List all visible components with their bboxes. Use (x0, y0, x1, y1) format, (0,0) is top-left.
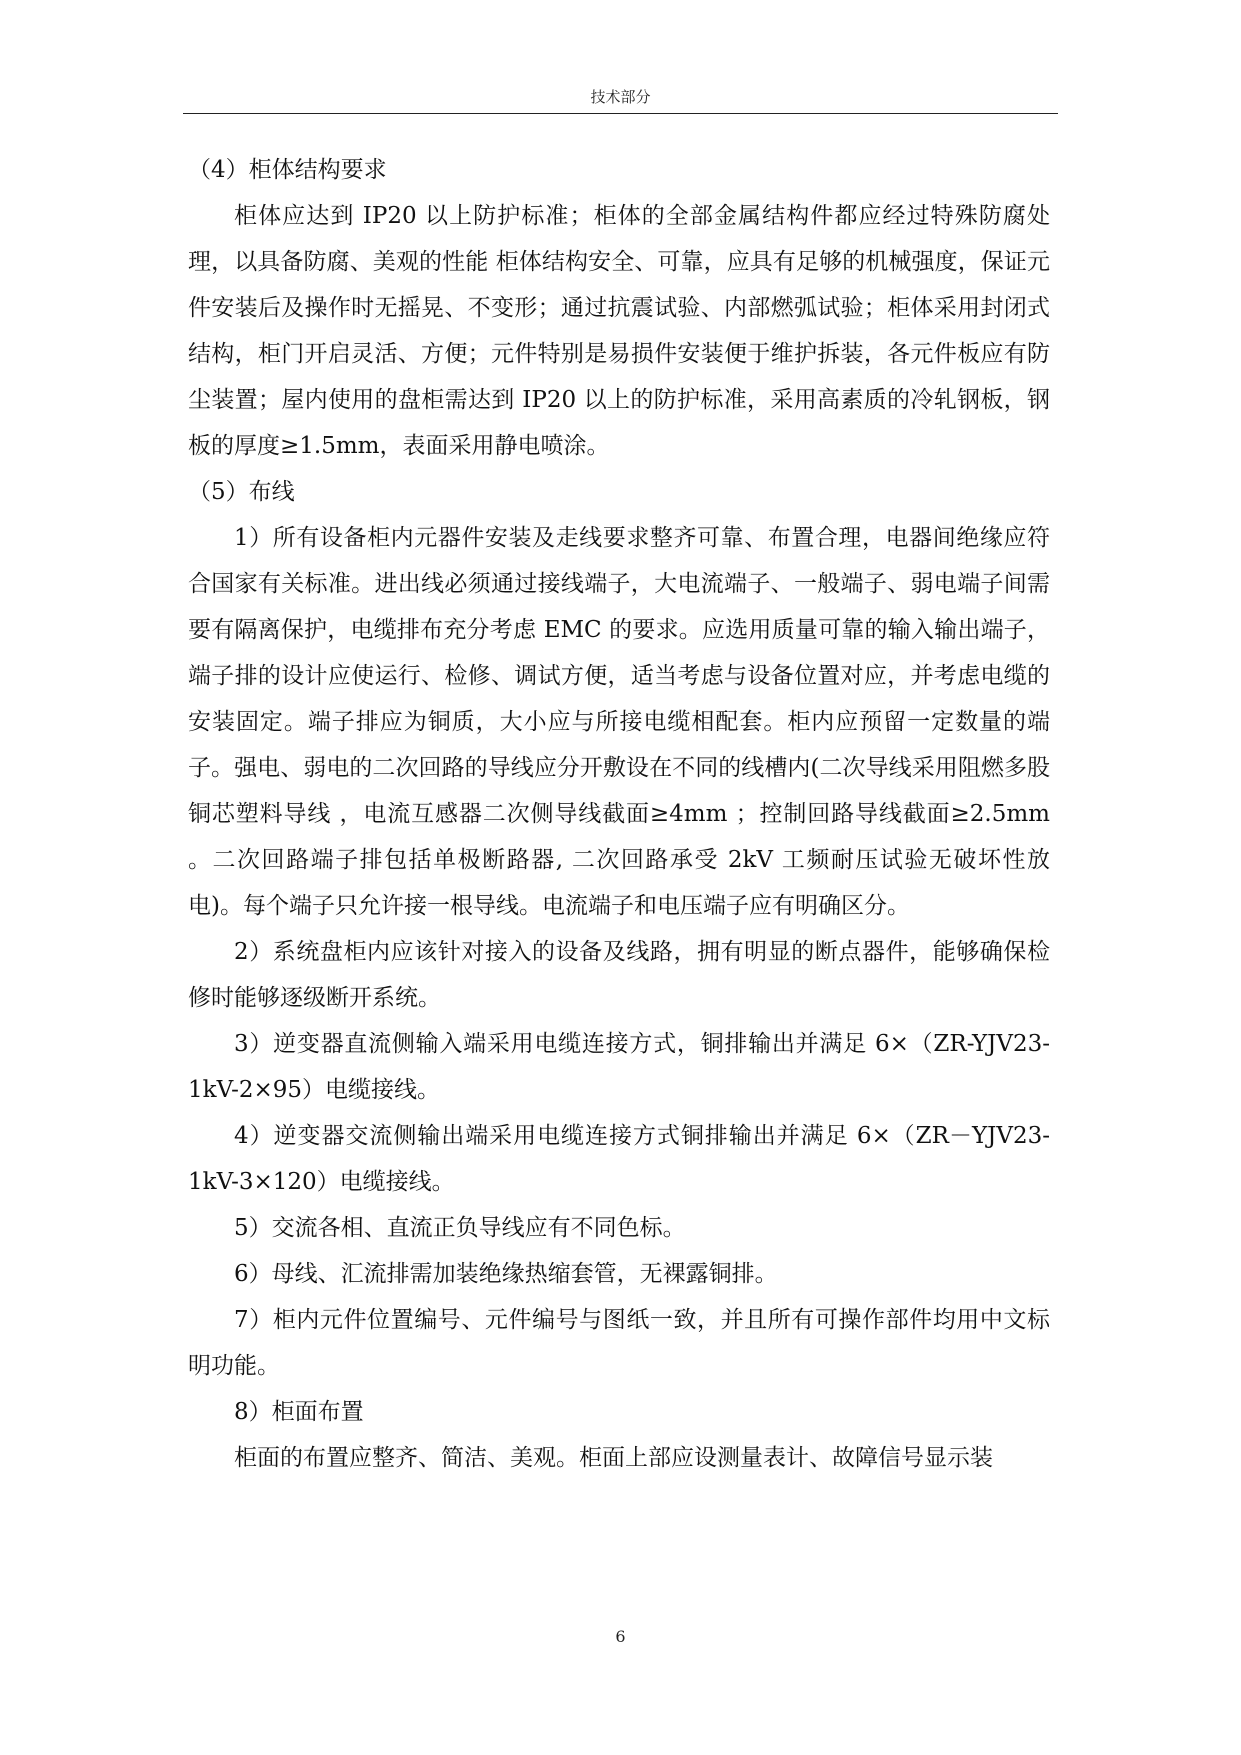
wiring-item-1: 1）所有设备柜内元器件安装及走线要求整齐可靠、布置合理，电器间绝缘应符合国家有关标准。进出线必须通过接线端子，大电流端子、一般端子、弱电端子间需要有隔离保护，电缆排布充分考虑 EMC 的要求。应选用质量可靠的输入输出端子，端子排的设计应使运行、检修、调试方便，适当考虑与设备位置对应，并考虑电缆的安装固定。端子排应为铜质，大小应与所接电缆相配套。柜内应预留一定数量的端子。强电、弱电的二次回路的导线应分开敷设在不同的线槽内(二次导线采用阻燃多股铜芯塑料导线 ，电流互感器二次侧导线截面≥4mm ；控制回路导线截面≥2.5mm 。二次回路端子排包括单极断路器, 二次回路承受 2kV 工频耐压试验无破坏性放电)。每个端子只允许接一根导线。电流端子和电压端子应有明确区分。 (188, 525, 1050, 919)
section-heading-wiring: （5）布线 (188, 479, 295, 505)
wiring-item-3: 3）逆变器直流侧输入端采用电缆连接方式，铜排输出并满足 6×（ZR-YJV23-1kV-2×95）电缆接线。 (188, 1031, 1050, 1103)
wiring-item-7: 7）柜内元件位置编号、元件编号与图纸一致，并且所有可操作部件均用中文标明功能。 (188, 1307, 1050, 1379)
wiring-item-8: 8）柜面布置 (234, 1399, 364, 1425)
wiring-item-6: 6）母线、汇流排需加装绝缘热缩套管，无裸露铜排。 (234, 1261, 778, 1287)
wiring-item-8-text: 柜面的布置应整齐、简洁、美观。柜面上部应设测量表计、故障信号显示装 (234, 1445, 993, 1471)
header-rule (183, 113, 1058, 114)
paragraph-cabinet-structure: 柜体应达到 IP20 以上防护标准；柜体的全部金属结构件都应经过特殊防腐处理，以具备防腐、美观的性能 柜体结构安全、可靠，应具有足够的机械强度，保证元件安装后及操作时无摇晃、不变形；通过抗震试验、内部燃弧试验；柜体采用封闭式结构，柜门开启灵活、方便；元件特别是易损件安装便于维护拆装，各元件板应有防尘装置；屋内使用的盘柜需达到 IP20 以上的防护标准，采用高素质的冷轧钢板，钢板的厚度≥1.5mm，表面采用静电喷涂。 (188, 203, 1050, 459)
wiring-item-5: 5）交流各相、直流正负导线应有不同色标。 (234, 1215, 686, 1241)
document-body (188, 147, 1050, 1481)
page-number: 6 (615, 1627, 626, 1646)
wiring-item-4: 4）逆变器交流侧输出端采用电缆连接方式铜排输出并满足 6×（ZR－YJV23-1kV-3×120）电缆接线。 (188, 1123, 1050, 1195)
section-heading-cabinet: （4）柜体结构要求 (188, 157, 387, 183)
page-header: 技术部分 (590, 88, 651, 106)
wiring-item-2: 2）系统盘柜内应该针对接入的设备及线路，拥有明显的断点器件，能够确保检修时能够逐级断开系统。 (188, 939, 1050, 1011)
